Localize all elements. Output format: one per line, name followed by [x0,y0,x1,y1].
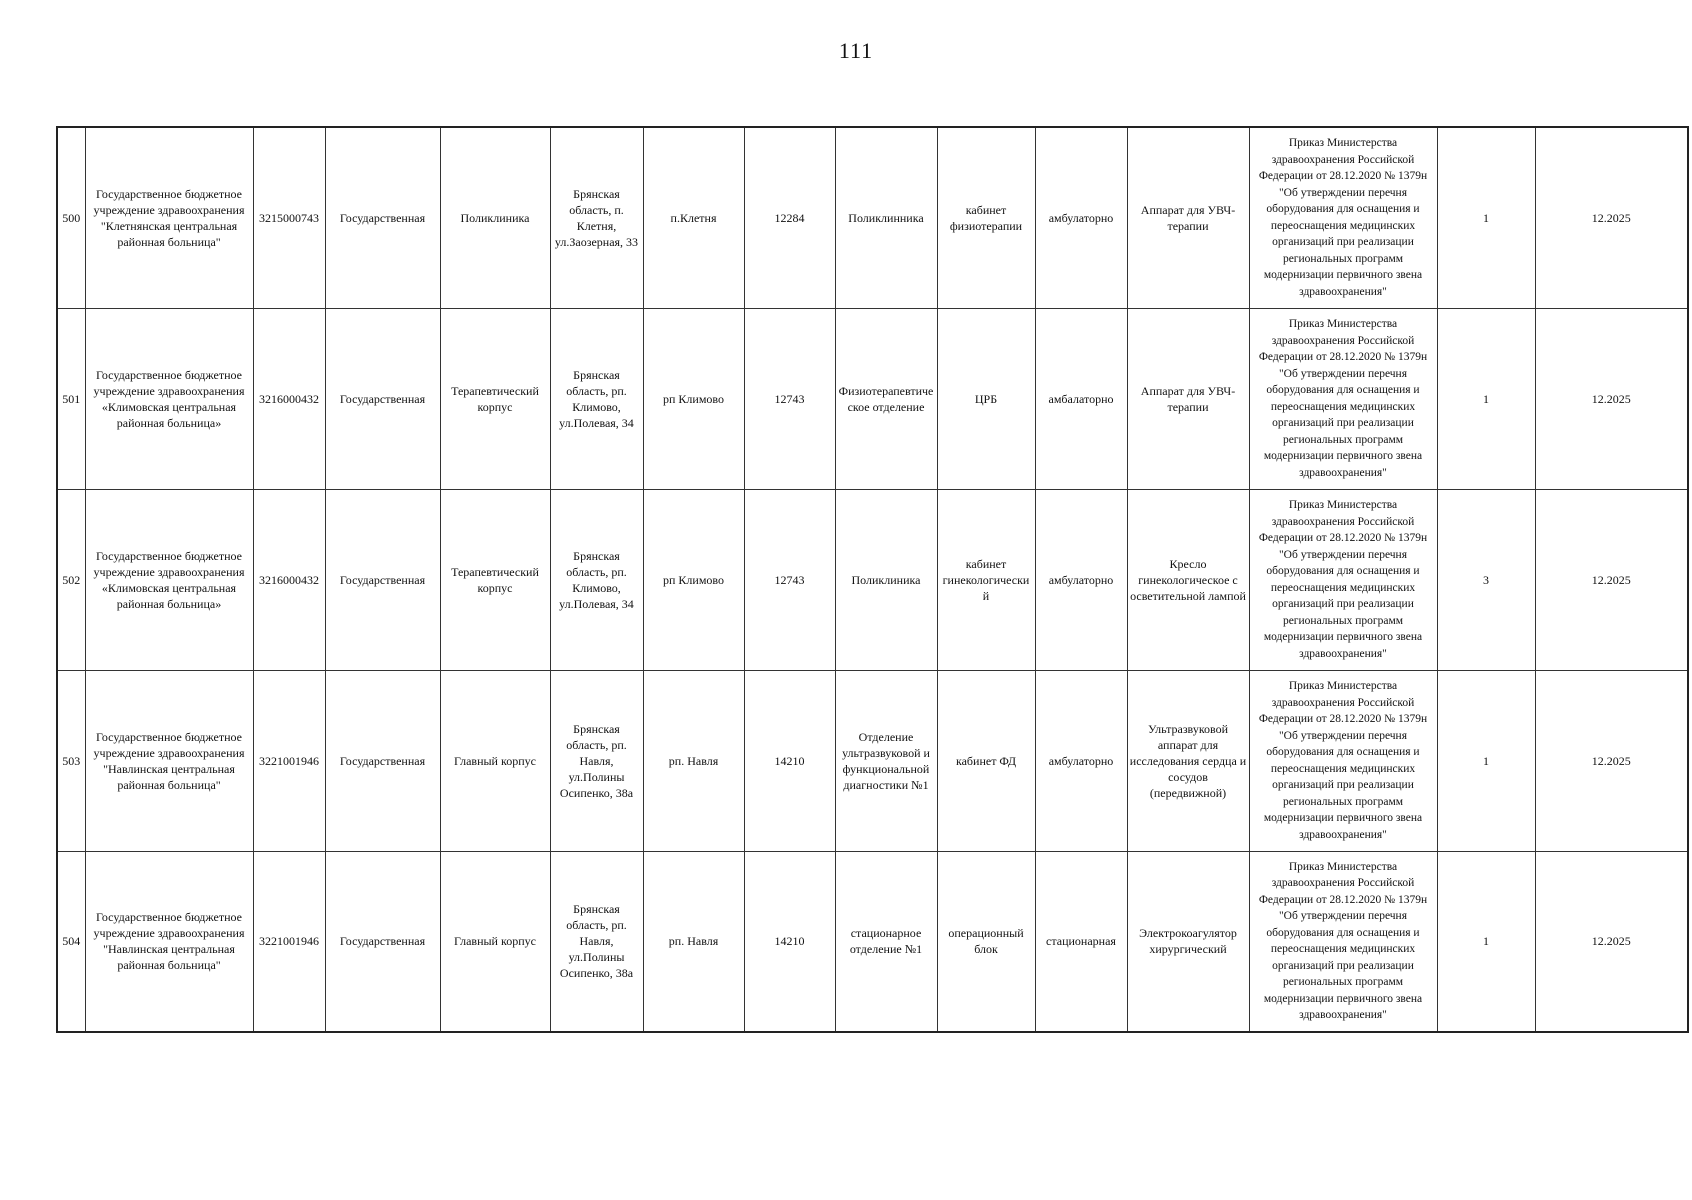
care-type: амбулаторно [1035,670,1127,851]
address: Брянская область, рп. Навля, ул.Полины Осипенко, 38а [550,851,643,1032]
row-number: 500 [57,127,85,308]
quantity: 1 [1437,127,1535,308]
row-number: 502 [57,489,85,670]
department: Поликлинника [835,127,937,308]
room: кабинет гинекологический [937,489,1035,670]
institution-name: Государственное бюджетное учреждение здравоохранения "Навлинская центральная районная больница" [85,851,253,1032]
address: Брянская область, рп. Навля, ул.Полины Осипенко, 38а [550,670,643,851]
room: кабинет физиотерапии [937,127,1035,308]
table-row [57,308,1688,489]
table-row [57,670,1688,851]
department: стационарное отделение №1 [835,851,937,1032]
code: 14210 [744,670,835,851]
building: Поликлиника [440,127,550,308]
address: Брянская область, рп. Климово, ул.Полевая, 34 [550,489,643,670]
inn: 3221001946 [253,670,325,851]
care-type: амбулаторно [1035,127,1127,308]
date: 12.2025 [1535,127,1688,308]
care-type: амбалаторно [1035,308,1127,489]
order-reference: Приказ Министерства здравоохранения Российской Федерации от 28.12.2020 № 1379н "Об утверждении перечня оборудования для оснащения и переоснащения медицинских организаций при реализации региональных программ модернизации первичного звена здравоохранения" [1249,670,1437,851]
order-reference: Приказ Министерства здравоохранения Российской Федерации от 28.12.2020 № 1379н "Об утверждении перечня оборудования для оснащения и переоснащения медицинских организаций при реализации региональных программ модернизации первичного звена здравоохранения" [1249,308,1437,489]
date: 12.2025 [1535,670,1688,851]
locality: п.Клетня [643,127,744,308]
date: 12.2025 [1535,851,1688,1032]
department: Физиотерапевтическое отделение [835,308,937,489]
building: Терапевтический корпус [440,308,550,489]
row-number: 501 [57,308,85,489]
order-reference: Приказ Министерства здравоохранения Российской Федерации от 28.12.2020 № 1379н "Об утверждении перечня оборудования для оснащения и переоснащения медицинских организаций при реализации региональных программ модернизации первичного звена здравоохранения" [1249,489,1437,670]
quantity: 1 [1437,851,1535,1032]
quantity: 3 [1437,489,1535,670]
table-row [57,127,1688,308]
table-row [57,489,1688,670]
department: Поликлиника [835,489,937,670]
quantity: 1 [1437,308,1535,489]
institution-name: Государственное бюджетное учреждение здравоохранения "Навлинская центральная районная больница" [85,670,253,851]
code: 12743 [744,308,835,489]
building: Главный корпус [440,670,550,851]
inn: 3216000432 [253,308,325,489]
department: Отделение ультразвуковой и функциональной диагностики №1 [835,670,937,851]
locality: рп Климово [643,489,744,670]
code: 12743 [744,489,835,670]
care-type: амбулаторно [1035,489,1127,670]
ownership-form: Государственная [325,851,440,1032]
order-reference: Приказ Министерства здравоохранения Российской Федерации от 28.12.2020 № 1379н "Об утверждении перечня оборудования для оснащения и переоснащения медицинских организаций при реализации региональных программ модернизации первичного звена здравоохранения" [1249,851,1437,1032]
date: 12.2025 [1535,489,1688,670]
room: операционный блок [937,851,1035,1032]
building: Главный корпус [440,851,550,1032]
ownership-form: Государственная [325,308,440,489]
equipment: Электрокоагулятор хирургический [1127,851,1249,1032]
ownership-form: Государственная [325,489,440,670]
care-type: стационарная [1035,851,1127,1032]
equipment-table [56,126,1689,1033]
institution-name: Государственное бюджетное учреждение здравоохранения «Климовская центральная районная больница» [85,489,253,670]
equipment: Кресло гинекологическое с осветительной лампой [1127,489,1249,670]
room: кабинет ФД [937,670,1035,851]
inn: 3215000743 [253,127,325,308]
order-reference: Приказ Министерства здравоохранения Российской Федерации от 28.12.2020 № 1379н "Об утверждении перечня оборудования для оснащения и переоснащения медицинских организаций при реализации региональных программ модернизации первичного звена здравоохранения" [1249,127,1437,308]
code: 14210 [744,851,835,1032]
equipment: Ультразвуковой аппарат для исследования сердца и сосудов (передвижной) [1127,670,1249,851]
code: 12284 [744,127,835,308]
locality: рп Климово [643,308,744,489]
inn: 3216000432 [253,489,325,670]
row-number: 503 [57,670,85,851]
equipment: Аппарат для УВЧ-терапии [1127,308,1249,489]
equipment: Аппарат для УВЧ-терапии [1127,127,1249,308]
institution-name: Государственное бюджетное учреждение здравоохранения "Клетнянская центральная районная больница" [85,127,253,308]
date: 12.2025 [1535,308,1688,489]
locality: рп. Навля [643,851,744,1032]
ownership-form: Государственная [325,127,440,308]
quantity: 1 [1437,670,1535,851]
address: Брянская область, п. Клетня, ул.Заозерная, 33 [550,127,643,308]
institution-name: Государственное бюджетное учреждение здравоохранения «Климовская центральная районная больница» [85,308,253,489]
building: Терапевтический корпус [440,489,550,670]
locality: рп. Навля [643,670,744,851]
table-row [57,851,1688,1032]
page-number: 111 [838,38,874,63]
room: ЦРБ [937,308,1035,489]
inn: 3221001946 [253,851,325,1032]
address: Брянская область, рп. Климово, ул.Полевая, 34 [550,308,643,489]
ownership-form: Государственная [325,670,440,851]
row-number: 504 [57,851,85,1032]
